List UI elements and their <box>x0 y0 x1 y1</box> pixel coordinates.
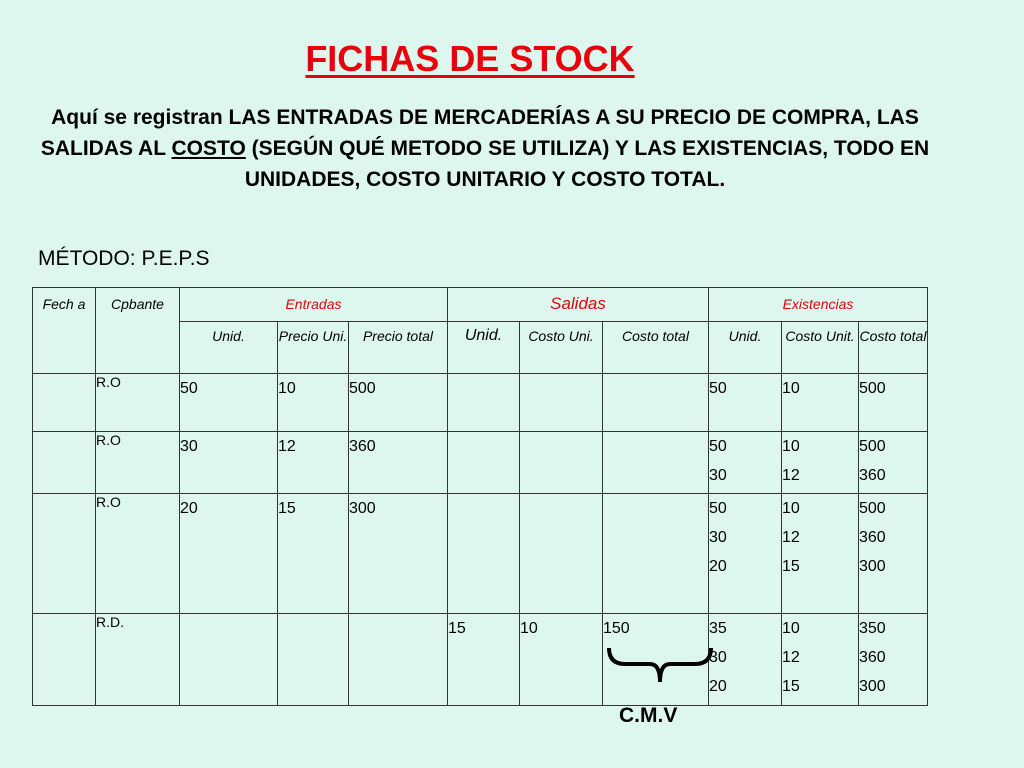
existencias-value: 500 <box>859 438 886 455</box>
existencias-total-cell <box>859 614 928 706</box>
existencias-value: 500 <box>859 380 886 397</box>
method-label: MÉTODO: P.E.P.S <box>38 247 210 270</box>
cpbante-cell: R.O <box>96 432 180 494</box>
entradas-unid-cell: 50 <box>180 374 278 432</box>
existencias-value: 50 <box>709 500 727 517</box>
salidas-total-cell: 150 <box>603 614 709 706</box>
fecha-cell <box>33 494 96 614</box>
entradas-unid-cell <box>180 614 278 706</box>
intro-paragraph <box>30 102 940 195</box>
existencias-total-cell <box>859 374 928 432</box>
existencias-value: 10 <box>782 500 800 517</box>
existencias-costo-cell <box>782 494 859 614</box>
existencias-value: 50 <box>709 438 727 455</box>
page-title: FICHAS DE STOCK <box>305 38 635 79</box>
existencias-value: 30 <box>709 529 727 546</box>
header-salidas-costo-uni: Costo Uni. <box>520 322 603 374</box>
existencias-value: 10 <box>782 438 800 455</box>
table-row <box>33 494 928 614</box>
header-existencias: Existencias <box>709 288 928 322</box>
existencias-value: 30 <box>709 467 727 484</box>
existencias-value: 20 <box>709 678 727 695</box>
salidas-total-cell <box>603 494 709 614</box>
entradas-total-cell: 300 <box>349 494 448 614</box>
header-fecha: Fech a <box>33 288 96 374</box>
entradas-precio-cell: 12 <box>278 432 349 494</box>
existencias-value: 360 <box>859 649 886 666</box>
existencias-unid-cell <box>709 614 782 706</box>
intro-text-underlined: COSTO <box>171 137 246 160</box>
stock-card-table <box>32 287 928 706</box>
header-entradas-precio-total: Precio total <box>349 322 448 374</box>
existencias-value: 500 <box>859 500 886 517</box>
existencias-total-cell <box>859 494 928 614</box>
brace-icon <box>605 646 715 686</box>
existencias-value: 12 <box>782 529 800 546</box>
entradas-total-cell: 500 <box>349 374 448 432</box>
header-salidas-unid: Unid. <box>448 322 520 374</box>
existencias-value: 35 <box>709 620 727 637</box>
header-existencias-costo-total: Costo total <box>859 322 928 374</box>
salidas-unid-cell: 15 <box>448 614 520 706</box>
table-body <box>33 374 928 706</box>
existencias-value: 10 <box>782 380 800 397</box>
salidas-costo-cell <box>520 432 603 494</box>
header-salidas-costo-total: Costo total <box>603 322 709 374</box>
header-salidas: Salidas <box>448 288 709 322</box>
existencias-value: 30 <box>709 649 727 666</box>
salidas-unid-cell <box>448 374 520 432</box>
salidas-unid-cell <box>448 494 520 614</box>
intro-text-part1: Aquí se registran LAS ENTRADAS DE MERCADERÍAS A SU PRECIO DE COMPRA, LAS SALIDAS AL <box>40 106 919 160</box>
header-existencias-unid: Unid. <box>709 322 782 374</box>
existencias-costo-cell <box>782 374 859 432</box>
existencias-value: 15 <box>782 678 800 695</box>
existencias-value: 10 <box>782 620 800 637</box>
existencias-costo-cell <box>782 614 859 706</box>
intro-text-part2: (SEGÚN QUÉ METODO SE UTILIZA) Y LAS EXISTENCIAS, TODO EN UNIDADES, COSTO UNITARIO Y COSTO TOTAL. <box>244 137 930 191</box>
existencias-costo-cell <box>782 432 859 494</box>
existencias-total-cell <box>859 432 928 494</box>
entradas-precio-cell: 15 <box>278 494 349 614</box>
salidas-total-cell <box>603 374 709 432</box>
fecha-cell <box>33 374 96 432</box>
existencias-unid-cell <box>709 374 782 432</box>
salidas-costo-cell: 10 <box>520 614 603 706</box>
table-row <box>33 432 928 494</box>
fecha-cell <box>33 432 96 494</box>
table-row <box>33 374 928 432</box>
existencias-value: 350 <box>859 620 886 637</box>
cpbante-cell: R.O <box>96 494 180 614</box>
entradas-total-cell: 360 <box>349 432 448 494</box>
salidas-unid-cell <box>448 432 520 494</box>
cpbante-cell: R.D. <box>96 614 180 706</box>
cmv-label: C.M.V <box>619 704 678 727</box>
header-existencias-costo-unit: Costo Unit. <box>782 322 859 374</box>
header-entradas-precio-uni: Precio Uni. <box>278 322 349 374</box>
existencias-value: 50 <box>709 380 727 397</box>
header-cpbante: Cpbante <box>96 288 180 374</box>
existencias-value: 300 <box>859 678 886 695</box>
existencias-unid-cell <box>709 494 782 614</box>
existencias-value: 300 <box>859 558 886 575</box>
existencias-value: 12 <box>782 467 800 484</box>
header-entradas-unid: Unid. <box>180 322 278 374</box>
fecha-cell <box>33 614 96 706</box>
existencias-value: 12 <box>782 649 800 666</box>
salidas-costo-cell <box>520 494 603 614</box>
salidas-costo-cell <box>520 374 603 432</box>
existencias-value: 20 <box>709 558 727 575</box>
header-entradas: Entradas <box>180 288 448 322</box>
cpbante-cell: R.O <box>96 374 180 432</box>
existencias-value: 360 <box>859 467 886 484</box>
entradas-precio-cell <box>278 614 349 706</box>
existencias-value: 15 <box>782 558 800 575</box>
existencias-value: 360 <box>859 529 886 546</box>
table-row <box>33 614 928 706</box>
existencias-unid-cell <box>709 432 782 494</box>
entradas-precio-cell: 10 <box>278 374 349 432</box>
entradas-total-cell <box>349 614 448 706</box>
entradas-unid-cell: 20 <box>180 494 278 614</box>
header-row-1 <box>33 288 928 322</box>
entradas-unid-cell: 30 <box>180 432 278 494</box>
salidas-total-cell <box>603 432 709 494</box>
